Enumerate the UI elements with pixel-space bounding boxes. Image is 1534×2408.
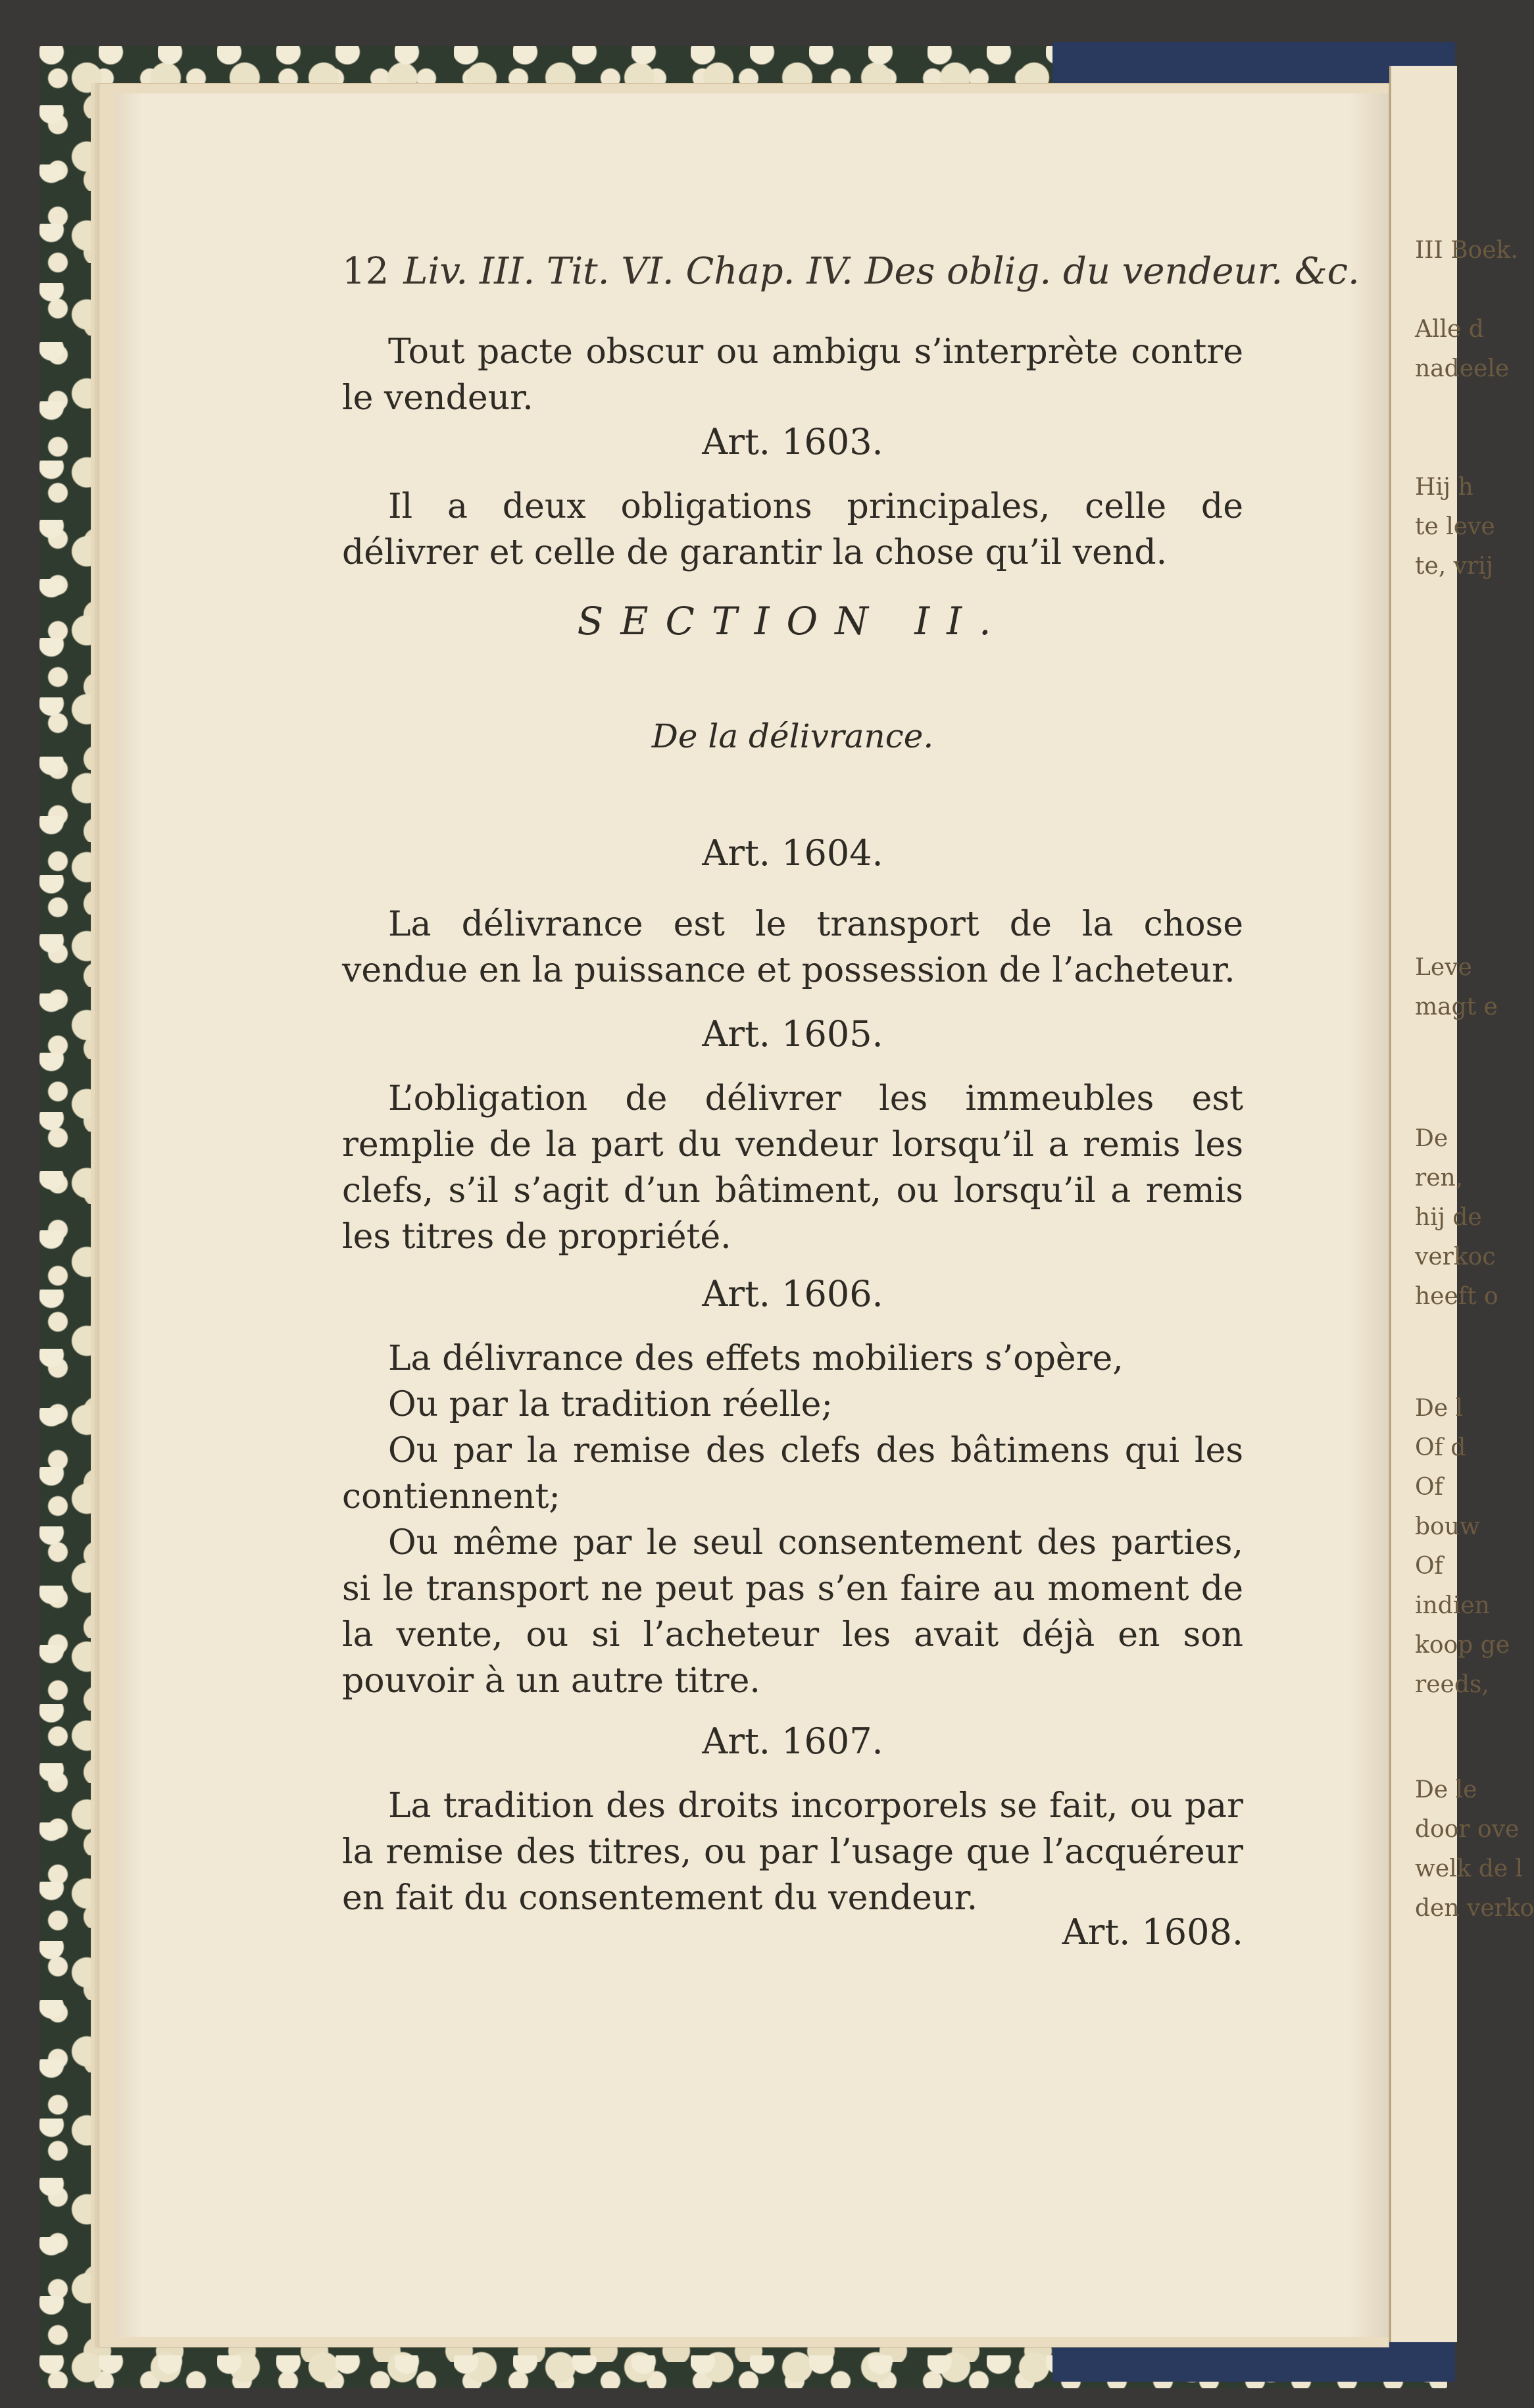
facing-page-fragment: te, vrij (1415, 553, 1493, 580)
paragraph-text: L’obligation de délivrer les immeubles est remplie de la part du vendeur lorsqu’il a remis les clefs, s’il s’agit d’un bâtiment, ou lorsqu’il a remis les titres de propriété. (342, 1079, 1243, 1257)
section-subtitle: De la délivrance. (651, 717, 934, 755)
facing-page-fragment: den verko (1415, 1895, 1534, 1922)
facing-page-fragment: ren, (1415, 1165, 1464, 1191)
catchword: Art. 1608. (1062, 1911, 1243, 1953)
facing-page-fragment: Of (1415, 1553, 1443, 1580)
facing-page-fragment: Of (1415, 1474, 1443, 1501)
article-heading-1607: Art. 1607. (702, 1720, 883, 1762)
facing-page-fragment: heeft o (1415, 1283, 1498, 1310)
facing-page-fragment: De (1415, 1125, 1448, 1152)
running-header (342, 250, 1360, 293)
section-heading: SECTION II. (577, 599, 1008, 643)
facing-page-fragment: III Boek. (1415, 237, 1518, 264)
facing-page-fragment: reeds, (1415, 1671, 1489, 1698)
facing-page-fragment: koop ge (1415, 1632, 1510, 1659)
facing-page-fragment: magt e (1415, 993, 1498, 1020)
article-heading-1603: Art. 1603. (702, 421, 883, 463)
facing-page-fragment: Of d (1415, 1434, 1466, 1461)
facing-page-fragment: Leve (1415, 954, 1472, 981)
facing-page-fragment: Alle d (1415, 316, 1484, 343)
list-item: Ou par la tradition réelle; (388, 1385, 833, 1424)
list-item: Ou même par le seul consentement des parties, si le transport ne peut pas s’en faire au moment de la vente, ou si l’acheteur les avait déjà en son pouvoir à un autre titre. (342, 1523, 1243, 1701)
paragraph-5 (342, 1336, 1243, 1704)
facing-page-fragment: verkoc (1415, 1243, 1496, 1270)
facing-page-fragment: welk de l (1415, 1855, 1523, 1882)
facing-page-fragment: nadeele (1415, 355, 1510, 382)
article-heading-1605: Art. 1605. (702, 1013, 883, 1055)
paragraph-2 (342, 484, 1243, 576)
facing-page-fragment: Hij h (1415, 474, 1473, 501)
facing-page-fragment: De le (1415, 1776, 1477, 1803)
paragraph-4 (342, 1076, 1243, 1260)
paragraph-text: La délivrance est le transport de la chose vendue en la puissance et possession de l’acheteur. (342, 905, 1243, 990)
list-intro: La délivrance des effets mobiliers s’opère, (388, 1339, 1124, 1378)
paragraph-text: Il a deux obligations principales, celle de délivrer et celle de garantir la chose qu’il vend. (342, 487, 1243, 572)
paragraph-6 (342, 1783, 1243, 1921)
facing-page-fragment: indien (1415, 1592, 1490, 1619)
paragraph-3 (342, 901, 1243, 993)
article-heading-1606: Art. 1606. (702, 1273, 883, 1315)
running-title: Liv. III. Tit. VI. Chap. IV. Des oblig. du vendeur. &c. (403, 250, 1360, 293)
article-heading-1604: Art. 1604. (702, 832, 883, 874)
facing-page-fragment: De l (1415, 1395, 1464, 1422)
page-number: 12 (342, 250, 389, 293)
facing-page-fragment: bouw (1415, 1513, 1480, 1540)
list-item: Ou par la remise des clefs des bâtimens qui les contiennent; (342, 1431, 1243, 1517)
paragraph-text: La tradition des droits incorporels se fait, ou par la remise des titres, ou par l’usage que l’acquéreur en fait du consentement du vendeur. (342, 1786, 1243, 1918)
facing-page-fragment: te leve (1415, 513, 1495, 540)
paragraph-text: Tout pacte obscur ou ambigu s’interprète contre le vendeur. (342, 332, 1243, 418)
facing-page (1389, 66, 1534, 2342)
facing-page-fragment: hij de (1415, 1204, 1482, 1231)
paragraph-1 (342, 329, 1243, 421)
facing-page-fragment: door ove (1415, 1816, 1520, 1843)
